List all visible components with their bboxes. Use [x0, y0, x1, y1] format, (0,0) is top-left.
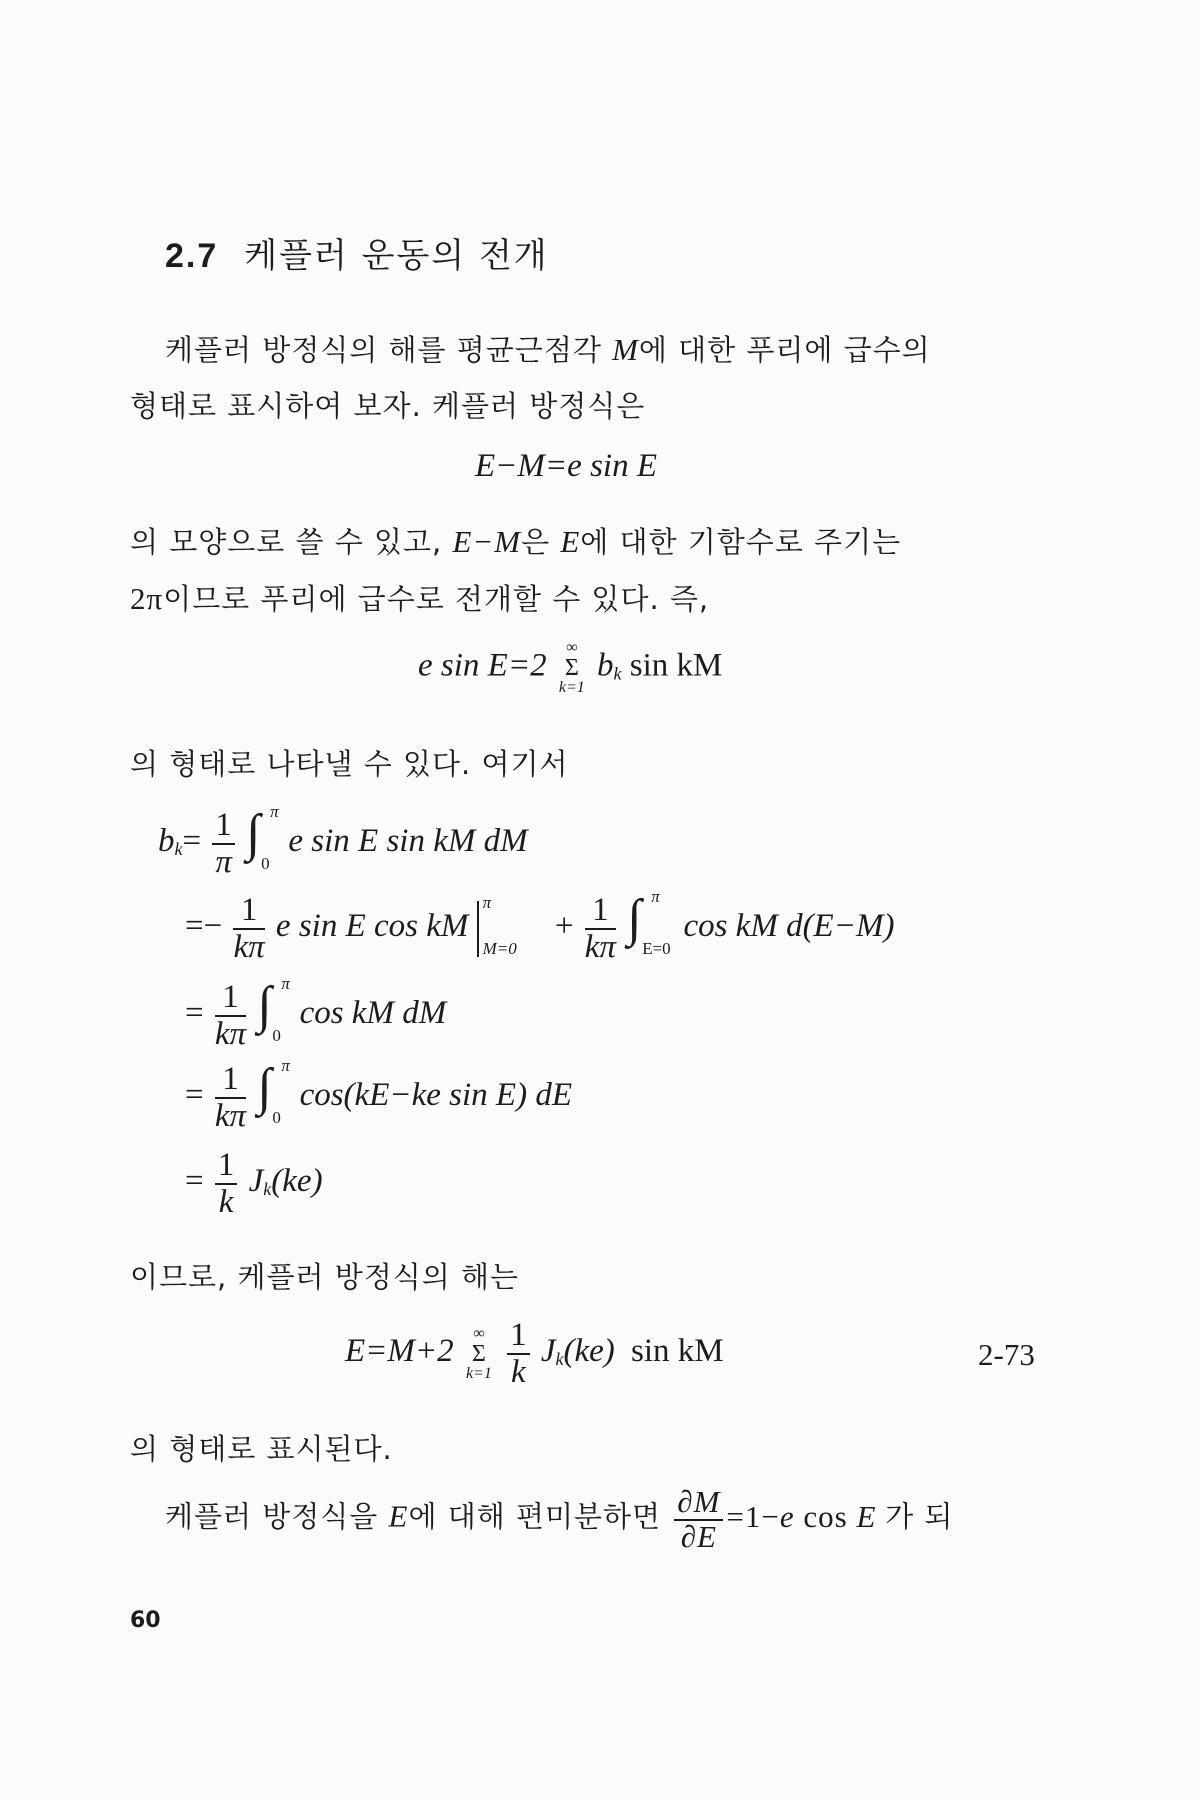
section-title: 케플러 운동의 전개: [244, 236, 549, 276]
int-lower: 0: [272, 1025, 281, 1045]
fraction: [233, 893, 264, 964]
text-run: 에 대한 푸리에 급수의: [638, 333, 931, 367]
solution-rhs: sin kM: [631, 1333, 724, 1370]
frac-den: kπ: [214, 1015, 247, 1052]
int-lower: 0: [261, 853, 270, 873]
int-upper: π: [281, 973, 290, 993]
fraction: [215, 980, 246, 1051]
page-number: 60: [130, 1608, 161, 1633]
frac-den: ∂E: [680, 1518, 717, 1554]
math-expr: =1−: [726, 1498, 780, 1534]
sum-upper: ∞: [473, 1324, 485, 1342]
math-func: cos: [803, 1498, 848, 1534]
coef-b: b: [158, 823, 175, 860]
bessel-sub: k: [555, 1349, 564, 1370]
plus: +: [554, 908, 574, 945]
text-run: 의 모양으로 쓸 수 있고,: [130, 525, 443, 559]
sum-lower: k=1: [558, 679, 585, 696]
fraction: [215, 1062, 246, 1133]
derivation-line-1: [158, 801, 528, 880]
derivation-line-4: [185, 1055, 572, 1134]
math-var: M: [612, 332, 639, 367]
fraction: [215, 1148, 238, 1219]
series-equation: [418, 640, 722, 696]
derivation-line-5: [185, 1148, 323, 1219]
equals: =: [185, 1163, 204, 1200]
math-var: e: [779, 1498, 795, 1534]
integrand: cos(kE−ke sin E) dE: [299, 1077, 572, 1114]
math-expr: E−M: [452, 524, 522, 559]
text-run: 에 대해 편미분하면: [408, 1499, 662, 1534]
math-var: E: [388, 1498, 409, 1534]
paragraph-line: 형태로 표시하여 보자. 케플러 방정식은: [130, 389, 646, 423]
frac-den: kπ: [233, 928, 265, 965]
coef-sub: k: [174, 839, 183, 860]
section-heading: [165, 228, 549, 277]
int-upper: π: [270, 801, 279, 821]
integral: ∫ π E=0: [627, 886, 671, 958]
frac-num: 1: [215, 1148, 238, 1185]
paragraph-line: 이므로, 케플러 방정식의 해는: [130, 1260, 520, 1294]
equation-number: 2-73: [978, 1337, 1035, 1372]
int-lower: 0: [272, 1107, 281, 1127]
integral: ∫ π 0: [257, 1055, 290, 1127]
derivation-line-3: [185, 973, 447, 1052]
frac-num: 1: [507, 1318, 530, 1355]
sum-sigma: Σ: [564, 655, 579, 681]
coef-sub: k: [613, 663, 622, 684]
text-run: 가 되: [885, 1499, 954, 1534]
summation: [559, 640, 585, 696]
eval-lower: M=0: [482, 938, 517, 958]
text-run: 케플러 방정식을: [165, 1499, 379, 1534]
eval-upper: π: [482, 892, 492, 912]
frac-den: k: [218, 1183, 234, 1220]
bessel-arg: (ke): [271, 1163, 323, 1200]
int-upper: π: [281, 1055, 290, 1075]
bessel-J: J: [540, 1333, 556, 1370]
evaluation-bar: [477, 892, 547, 961]
paragraph-line: [165, 1486, 953, 1553]
bessel-J: J: [248, 1163, 264, 1200]
fraction: [507, 1318, 530, 1389]
summation: [466, 1326, 492, 1382]
math-var: E: [560, 524, 581, 559]
frac-num: 1: [212, 808, 235, 845]
frac-den: k: [511, 1353, 526, 1390]
text-run: 에 대한 기함수로 주기는: [580, 525, 902, 559]
kepler-equation: E−M=e sin E: [475, 448, 657, 484]
integral: ∫ π 0: [257, 973, 290, 1045]
text-run: 은: [521, 525, 551, 559]
equals-minus: =−: [185, 908, 223, 945]
paragraph-line: [165, 328, 931, 369]
coef-b: b: [597, 647, 614, 684]
paragraph-line: 의 형태로 표시된다.: [130, 1432, 393, 1466]
derivation-line-2: [185, 886, 895, 965]
math-var: E: [856, 1498, 877, 1534]
equals: =: [185, 1077, 204, 1114]
sum-upper: ∞: [566, 639, 578, 656]
paragraph-line: [130, 577, 709, 618]
text-run: 케플러 방정식의 해를 평균근점각: [165, 333, 602, 367]
text-run: 이므로 푸리에 급수로 전개할 수 있다. 즉,: [163, 582, 710, 616]
term: e sin E cos kM: [275, 908, 469, 945]
term: cos kM d(E−M): [683, 908, 895, 945]
bessel-arg: (ke): [563, 1333, 615, 1370]
sum-sigma: Σ: [471, 1340, 486, 1367]
equals: =: [185, 995, 204, 1032]
partial-derivative: [671, 1484, 885, 1554]
math-expr: 2π: [130, 581, 164, 616]
frac-num: ∂M: [674, 1486, 723, 1521]
sum-lower: k=1: [465, 1364, 492, 1382]
integrand: cos kM dM: [299, 995, 447, 1032]
int-upper: π: [651, 886, 660, 906]
fraction: [585, 893, 616, 964]
frac-num: 1: [233, 893, 264, 930]
solution-lhs: E=M+2: [345, 1333, 454, 1370]
equals: =: [182, 823, 202, 860]
frac-num: 1: [215, 980, 246, 1017]
solution-equation: [345, 1318, 724, 1389]
frac-den: kπ: [584, 928, 616, 965]
integral: ∫ π 0: [246, 801, 279, 873]
integrand: e sin E sin kM dM: [288, 823, 528, 860]
series-lhs: e sin E=2: [418, 647, 547, 684]
series-rhs: sin kM: [629, 647, 723, 684]
paragraph-line: 의 형태로 나타낼 수 있다. 여기서: [130, 747, 569, 781]
frac-num: 1: [215, 1062, 246, 1099]
fraction: [212, 808, 235, 879]
int-lower: E=0: [642, 938, 671, 958]
frac-den: kπ: [214, 1097, 247, 1134]
frac-num: 1: [585, 893, 616, 930]
paragraph-line: [130, 520, 901, 561]
bessel-sub: k: [263, 1179, 272, 1200]
section-number: 2.7: [165, 237, 219, 275]
frac-den: π: [215, 843, 232, 880]
